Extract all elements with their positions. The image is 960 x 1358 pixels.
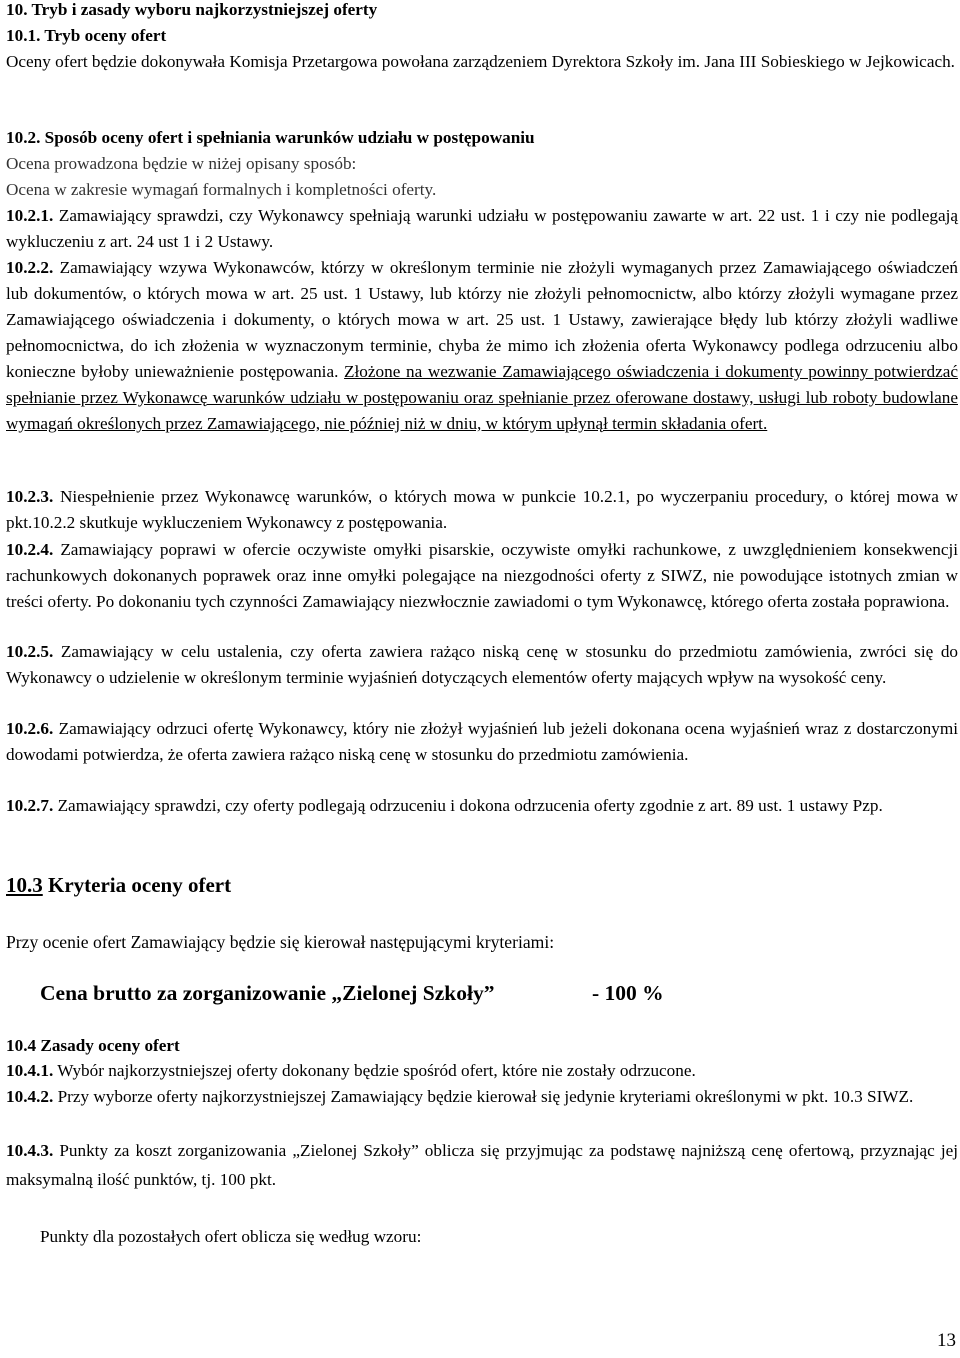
paragraph-number: 10.2.1. xyxy=(6,206,54,225)
section-title: Kryteria oceny ofert xyxy=(42,873,232,897)
paragraph-number: 10.2.2. xyxy=(6,258,54,277)
criterion-name: Cena brutto za zorganizowanie „Zielonej Szkoły” xyxy=(40,981,495,1005)
section-10-2-heading: 10.2. Sposób oceny ofert i spełniania warunków udziału w postępowaniu xyxy=(6,128,535,147)
paragraph-10-2-7 xyxy=(6,793,958,819)
paragraph-text: Punkty za koszt zorganizowania „Zielonej Szkoły” oblicza się przyjmując za podstawę najniższą cenę ofertową, przyznając jej maksymalną ilość punktów, tj. 100 pkt. xyxy=(6,1141,959,1189)
paragraph-number: 10.4.3. xyxy=(6,1141,54,1160)
paragraph-10-2-5 xyxy=(6,639,958,691)
paragraph-10-2-6 xyxy=(6,716,958,768)
paragraph-number: 10.2.4. xyxy=(6,540,54,559)
section-10-heading: 10. Tryb i zasady wyboru najkorzystniejszej oferty xyxy=(6,0,378,19)
paragraph-10-4-3 xyxy=(6,1136,958,1194)
section-10-1-text: Oceny ofert będzie dokonywała Komisja Przetargowa powołana zarządzeniem Dyrektora Szkoły im. Jana III Sobieskiego w Jejkowicach. xyxy=(6,52,955,71)
paragraph-text: Zamawiający wzywa Wykonawców, którzy w określonym terminie nie złożyli wymaganych przez Zamawiającego oświadczeń lub dokumentów, o których mowa w art. 25 ust. 1 Ustawy, lub którzy nie złożyli pełnomocnictw, albo którzy złożyli wymagane przez Zamawiającego oświadczenia i dokumenty, o których mowa w art. 25 ust. 1 Ustawy, zawierające błędy lub którzy złożyli wadliwe pełnomocnictwa, do ich złożenia w wyznaczonym terminie, chyba że mimo ich złożenia oferta Wykonawcy podlega odrzuceniu albo konieczne byłoby unieważnienie postępowania. xyxy=(6,258,958,381)
section-10-3-heading xyxy=(6,872,958,898)
paragraph-text: Zamawiający w celu ustalenia, czy oferta zawiera rażąco niską cenę w stosunku do przedmiotu zamówienia, zwróci się do Wykonawcy o udzielenie w określonym terminie wyjaśnień dotyczących elementów oferty mających wpływ na wysokość ceny. xyxy=(6,642,959,687)
paragraph-text: Zamawiający sprawdzi, czy oferty podlegają odrzuceniu i dokona odrzucenia oferty zgodnie z art. 89 ust. 1 ustawy Pzp. xyxy=(57,796,883,815)
paragraph-text: Niespełnienie przez Wykonawcę warunków, o których mowa w punkcie 10.2.1, po wyczerpaniu procedury, o której mowa w pkt.10.2.2 skutkuje wykluczeniem Wykonawcy z postępowania. xyxy=(6,487,958,532)
points-formula-intro: Punkty dla pozostałych ofert oblicza się według wzoru: xyxy=(40,1227,422,1246)
paragraph-number: 10.2.6. xyxy=(6,719,54,738)
page-number: 13 xyxy=(937,1330,956,1351)
paragraph-10-4-1 xyxy=(6,1058,958,1084)
paragraph-underlined-text: Złożone na wezwanie Zamawiającego oświadczenia i dokumenty powinny potwierdzać spełnianie przez Wykonawcę warunków udziału w postępowaniu oraz spełnianie przez oferowane dostawy, usługi lub roboty budowlane wymagań określonych przez Zamawiającego, nie później niż w dniu, w którym upłynął termin składania ofert. xyxy=(6,362,959,433)
section-10-2-intro: Ocena prowadzona będzie w niżej opisany sposób: xyxy=(6,154,357,173)
paragraph-number: 10.4.1. xyxy=(6,1061,54,1080)
section-10-3-intro: Przy ocenie ofert Zamawiający będzie się kierował następującymi kryteriami: xyxy=(6,932,555,952)
section-10-1-heading: 10.1. Tryb oceny ofert xyxy=(6,26,167,45)
paragraph-10-4-2 xyxy=(6,1084,958,1110)
paragraph-10-2-1 xyxy=(6,203,958,255)
criterion-weight: - 100 % xyxy=(592,981,664,1005)
section-number: 10.3 xyxy=(6,873,43,897)
paragraph-text: Wybór najkorzystniejszej oferty dokonany będzie spośród ofert, które nie zostały odrzucone. xyxy=(57,1061,696,1080)
paragraph-number: 10.2.7. xyxy=(6,796,54,815)
paragraph-text: Zamawiający odrzuci ofertę Wykonawcy, który nie złożył wyjaśnień lub jeżeli dokonana ocena wyjaśnień wraz z dostarczonymi dowodami potwierdza, że oferta zawiera rażąco niską cenę w stosunku do przedmiotu zamówienia. xyxy=(6,719,958,764)
section-10-2-formal: Ocena w zakresie wymagań formalnych i kompletności oferty. xyxy=(6,180,437,199)
paragraph-text: Przy wyborze oferty najkorzystniejszej Zamawiający będzie kierował się jedynie kryteriami określonymi w pkt. 10.3 SIWZ. xyxy=(57,1087,914,1106)
paragraph-text: Zamawiający sprawdzi, czy Wykonawcy spełniają warunki udziału w postępowaniu zawarte w art. 22 ust. 1 i czy nie podlegają wykluczeniu z art. 24 ust 1 i 2 Ustawy. xyxy=(6,206,959,251)
paragraph-number: 10.2.5. xyxy=(6,642,54,661)
paragraph-number: 10.2.3. xyxy=(6,487,54,506)
paragraph-10-2-2 xyxy=(6,255,958,437)
paragraph-number: 10.4.2. xyxy=(6,1087,54,1106)
criterion-row xyxy=(40,980,960,1006)
paragraph-text: Zamawiający poprawi w ofercie oczywiste omyłki pisarskie, oczywiste omyłki rachunkowe, z uwzględnieniem konsekwencji rachunkowych dokonanych poprawek oraz inne omyłki polegające na niezgodności oferty z SIWZ, nie powodujące istotnych zmian w treści oferty. Po dokonaniu tych czynności Zamawiający niezwłocznie zawiadomi o tym Wykonawcę, którego oferta została poprawiona. xyxy=(6,540,959,611)
section-10-4-heading: 10.4 Zasady oceny ofert xyxy=(6,1036,180,1055)
paragraph-10-2-3 xyxy=(6,484,958,536)
paragraph-10-2-4 xyxy=(6,537,958,615)
